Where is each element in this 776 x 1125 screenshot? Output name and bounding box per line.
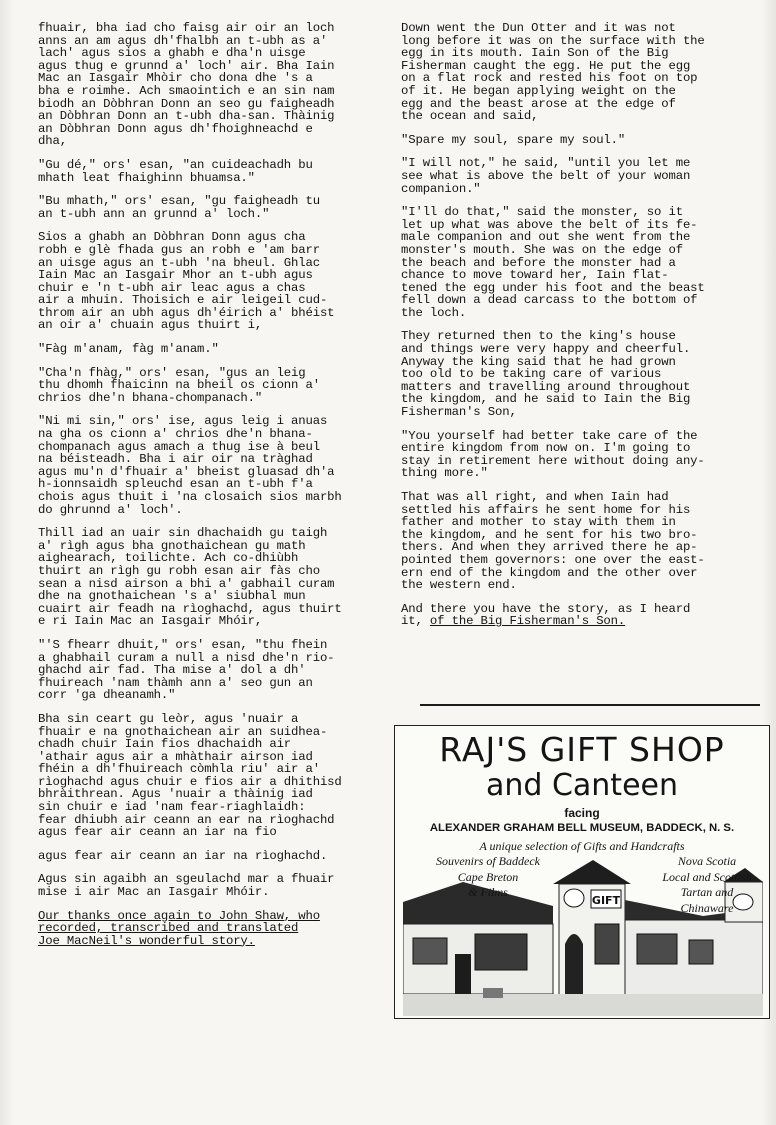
ad-item: Tartan and <box>680 885 734 899</box>
english-paragraph: "I'll do that," said the monster, so it let up what was above the belt of its fe- male companion and out she went from the monster's mouth. She was on the edge of the beach and before the monster had a chance to move toward her, Iain flat- tened the egg under his foot and the beast fell down a dead carcass to the bottom of the loch. <box>401 205 705 320</box>
english-paragraph: Down went the Dun Otter and it was not long before it was on the surface with the egg in its mouth. Iain Son of the Big Fisherman caught the egg. He put the egg on a flat rock and rested his foot on top of it. He began applying weight on the egg and the beast arose at the edge of the ocean and said, <box>401 21 705 124</box>
story-ending-title: of the Big Fisherman's Son. <box>429 614 626 629</box>
english-paragraph: "I will not," he said, "until you let me see what is above the belt of your woman companion." <box>401 156 691 196</box>
gaelic-paragraph: "'S fhearr dhuit," ors' esan, "thu fhein a ghabhail curam a null a nisd dhe'n rio- ghachd air fad. Tha mise a' dol a dh' fhuireach 'nam thàmh ann a' seo gun an corr 'ga dheanamh." <box>38 637 335 703</box>
gaelic-paragraph: Sios a ghabh an Dòbhran Donn agus cha robh e glè fhada gus an robh e 'am barr an uisge agus an t-ubh 'na bheul. Ghlac Iain Mac an Iasgair Mhor an t-ubh agus chuir e 'n t-ubh air leac agus a chas air a mhuin. Thoisich e air leigeil cud- throm air an ubh agus dh'éirich a' bhéist an oir a' chuain agus thuirt i, <box>38 230 335 333</box>
gaelic-paragraph: agus fear air ceann an iar na rìoghachd. <box>38 848 328 863</box>
gaelic-paragraph: "Ni mi sin," ors' ise, agus leig i anuas na gha os cionn a' chrios dhe'n bhana- chompanach agus amach a thug ise à beul na béisteadh. Bha i air oir na tràghad agus mu'n d'fhuair a' bheist gluasad dh'a h-ionnsaidh spleuchd esan an t-ubh f'a chois agus thuit i 'na closaich sios marbh do ghrunnd a' loch'. <box>38 414 342 517</box>
gaelic-story-column <box>38 22 390 958</box>
gaelic-paragraph: "Cha'n fhàg," ors' esan, "gus an leig thu dhomh fhaicinn na bheil os cionn a' chrios dhe'n bhana-chompanach." <box>38 365 320 405</box>
ad-item: Chinaware <box>680 900 734 915</box>
ad-subtitle: and Canteen <box>485 768 678 803</box>
ad-item: Nova Scotia <box>677 854 737 868</box>
window <box>475 934 527 970</box>
arched-doorway <box>565 934 583 996</box>
ad-title: RAJ'S GIFT SHOP <box>439 730 725 769</box>
round-sign <box>564 889 584 907</box>
ad-item: Cape Breton <box>457 869 519 884</box>
gaelic-paragraph: Bha sin ceart gu leòr, agus 'nuair a fhuair e na gnothaichean air an suidhea- chadh chuir Iain fios dhachaidh air 'athair agus air a mhàthair airson iad fhéin a dh'fhuireach còmhla riu' air a' rìoghachd agus chuir e fios air a dhithisd bhràithrean. Agus 'nuair a thàinig iad sin chuir e iad 'nam fear-riaghlaidh: fear dhiubh air ceann an ear na rìoghachd agus fear air ceann an iar na fio <box>38 711 342 840</box>
ground <box>403 994 763 1016</box>
gaelic-paragraph: "Fàg m'anam, fàg m'anam." <box>38 342 219 357</box>
ad-museum-location: ALEXANDER GRAHAM BELL MUSEUM, BADDECK, N. S. <box>429 822 735 834</box>
door <box>455 954 471 994</box>
gaelic-paragraph: "Bu mhath," ors' esan, "gu faigheadh tu an t-ubh ann an grunnd a' loch." <box>38 194 320 221</box>
english-translation-column <box>401 22 753 639</box>
gaelic-paragraph: "Gu dé," ors' esan, "an cuideachadh bu mhath leat fhaighinn bhuamsa." <box>38 157 313 185</box>
gaelic-paragraph: Agus sin agaibh an sgeulachd mar a fhuair mise i air Mac an Iasgair Mhóir. <box>38 872 335 900</box>
window <box>637 934 677 964</box>
ad-item: & Films <box>468 885 508 899</box>
gaelic-paragraph: Thill iad an uair sin dhachaidh gu taigh a' rìgh agus bha gnothaichean gu math aighearach, toilichte. Ach co-dhiùbh thuirt an rìgh gu robh esan air fàs cho sean a nisd airson a bhi a' gabhail curam dhe na gnothaichean 's a' siubhal mun cuairt air feadh na rìoghachd, agus thuirt e ri Iain Mac an Iasgair Mhóir, <box>38 526 342 629</box>
gift-shop-advertisement <box>394 725 770 1019</box>
ad-item: Local and Scottish <box>662 869 752 884</box>
window <box>689 940 713 964</box>
ad-items-left <box>433 854 543 901</box>
english-paragraph: "You yourself had better take care of the entire kingdom from now on. I'm going to stay in retirement here without doing any- thing more." <box>401 428 705 481</box>
story-ending-text: And there you have the story, as I heard it, <box>401 601 691 629</box>
gaelic-paragraph: fhuair, bha iad cho faisg air oir an loch anns an am agus dh'fhalbh an t-ubh as a' lach' agus sios a ghabh e dha'n uisge agus thug e grunnd a' loch' air. Bha Iain Mac an Iasgair Mhòir cho dona dhe 's a bha e roimhe. Ach smaointich e an sin nam biodh an Dòbhran Donn an seo gu faigheadh an Dòbhran Donn an t-ubh dha-san. Thàinig an Dòbhran Donn agus dh'fhoighneachd e dha, <box>38 21 335 149</box>
acknowledgement-note: Our thanks once again to John Shaw, who recorded, transcribed and translated Joe MacNeil's wonderful story. <box>38 908 320 948</box>
ad-items-right <box>657 854 757 916</box>
english-paragraph: They returned then to the king's house and things were very happy and cheerful. Anyway the king said that he had grown too old to be taking care of various matters and travelling around throughout the kingdom, and he said to Iain the Big Fisherman's Son, <box>401 329 691 420</box>
sign-text: GIFT <box>591 894 621 907</box>
ad-item: Souvenirs of Baddeck <box>436 854 540 868</box>
english-paragraph: "Spare my soul, spare my soul." <box>401 132 626 147</box>
story-ending <box>401 603 753 628</box>
ad-facing: facing <box>564 806 600 820</box>
post <box>483 988 503 998</box>
window <box>595 924 619 964</box>
english-paragraph: That was all right, and when Iain had settled his affairs he sent home for his father and mother to stay with them in the kingdom, and he sent for his two bro- thers. And when they arrived there he ap- pointed them governors: one over the east- ern end of the kingdom and the other over the western end. <box>401 490 705 593</box>
window <box>413 938 447 964</box>
ad-tagline: A unique selection of Gifts and Handcrafts <box>479 839 685 853</box>
section-divider <box>420 704 760 706</box>
